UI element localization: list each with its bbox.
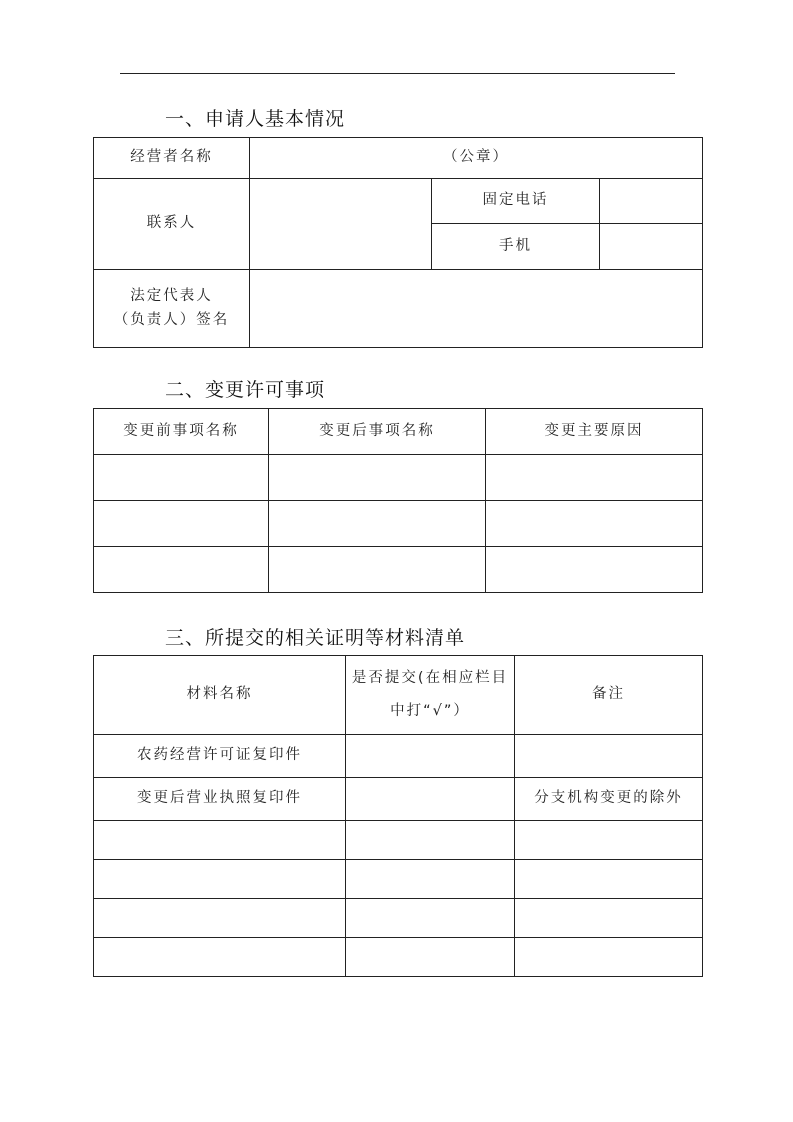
section2-title: 二、变更许可事项	[165, 379, 326, 401]
legal-rep-label-line2: （负责人）签名	[113, 311, 230, 328]
before-change-cell[interactable]	[94, 455, 269, 501]
header-before-change: 变更前事项名称	[94, 409, 269, 455]
section3-title: 三、所提交的相关证明等材料清单	[165, 627, 466, 649]
header-submitted-line1: 是否提交(在相应栏目	[351, 669, 509, 686]
submitted-check-cell[interactable]	[346, 821, 515, 860]
submitted-check-cell[interactable]	[346, 938, 515, 977]
mobile-label: 手机	[432, 224, 600, 270]
header-change-reason: 变更主要原因	[486, 409, 703, 455]
remark-cell[interactable]: 分支机构变更的除外	[515, 778, 703, 821]
landline-label: 固定电话	[432, 179, 600, 224]
header-submitted-line2: 中打“√”）	[390, 703, 470, 719]
material-name-cell[interactable]	[94, 938, 346, 977]
before-change-cell[interactable]	[94, 501, 269, 547]
remark-cell[interactable]	[515, 899, 703, 938]
header-remarks: 备注	[515, 656, 703, 735]
material-name-cell[interactable]	[94, 860, 346, 899]
remark-cell[interactable]	[515, 821, 703, 860]
legal-rep-label-line1: 法定代表人	[130, 288, 213, 305]
applicant-info-table	[93, 137, 703, 348]
material-name-cell: 农药经营许可证复印件	[94, 735, 346, 778]
remark-cell[interactable]	[515, 938, 703, 977]
before-change-cell[interactable]	[94, 547, 269, 593]
change-reason-cell[interactable]	[486, 501, 703, 547]
remark-cell[interactable]	[515, 735, 703, 778]
seal-note: （公章）	[443, 149, 509, 166]
operator-name-label: 经营者名称	[94, 138, 250, 179]
header-material-name: 材料名称	[94, 656, 346, 735]
material-name-cell[interactable]	[94, 899, 346, 938]
materials-table	[93, 655, 703, 977]
submitted-check-cell[interactable]	[346, 899, 515, 938]
submitted-check-cell[interactable]	[346, 778, 515, 821]
material-name-cell: 变更后营业执照复印件	[94, 778, 346, 821]
material-name-cell[interactable]	[94, 821, 346, 860]
submitted-check-cell[interactable]	[346, 735, 515, 778]
change-reason-cell[interactable]	[486, 455, 703, 501]
remark-cell[interactable]	[515, 860, 703, 899]
landline-field[interactable]	[600, 179, 703, 224]
change-reason-cell[interactable]	[486, 547, 703, 593]
legal-rep-label	[94, 270, 250, 348]
submitted-check-cell[interactable]	[346, 860, 515, 899]
section1-title: 一、申请人基本情况	[165, 108, 346, 130]
header-submitted	[346, 656, 515, 735]
legal-rep-signature-field[interactable]	[250, 270, 703, 348]
after-change-cell[interactable]	[269, 547, 486, 593]
operator-name-field[interactable]	[250, 138, 703, 179]
contact-field[interactable]	[250, 179, 432, 270]
after-change-cell[interactable]	[269, 501, 486, 547]
mobile-field[interactable]	[600, 224, 703, 270]
after-change-cell[interactable]	[269, 455, 486, 501]
top-rule	[120, 73, 675, 74]
change-items-table	[93, 408, 703, 593]
contact-label: 联系人	[94, 179, 250, 270]
header-after-change: 变更后事项名称	[269, 409, 486, 455]
